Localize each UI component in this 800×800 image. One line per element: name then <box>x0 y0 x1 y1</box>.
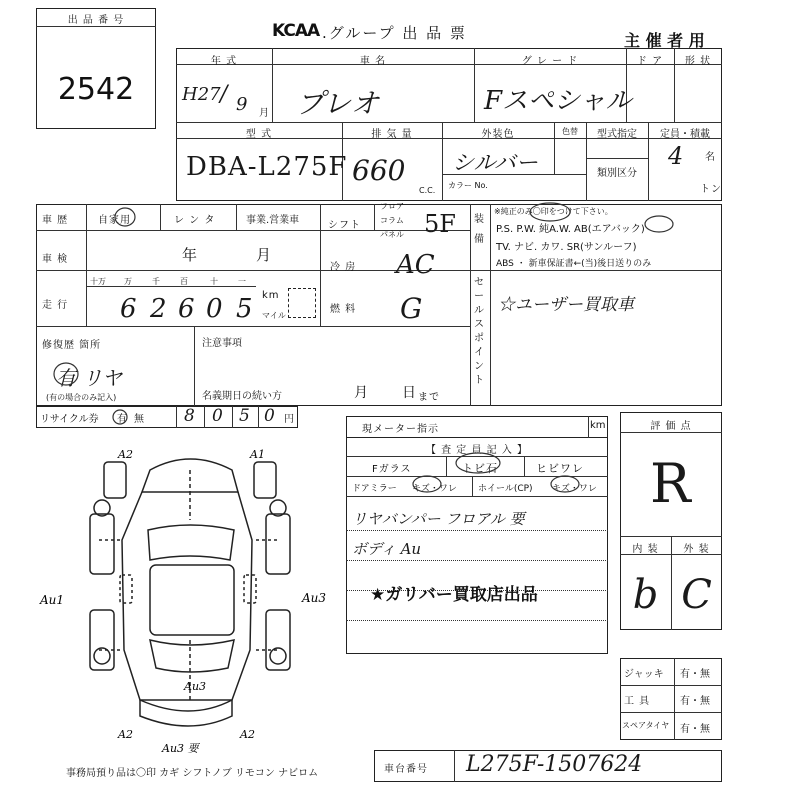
chassis-number: L275F-1507624 <box>466 752 643 777</box>
year-month-unit: 月 <box>259 108 270 119</box>
recycle-d2: 0 <box>212 406 223 426</box>
history-label: 車 歴 <box>42 215 69 226</box>
recycle-d3: 5 <box>239 406 250 426</box>
year-sep: / <box>220 82 228 107</box>
glass-chip: トビ石 <box>462 462 498 475</box>
mark-a1-top: A1 <box>250 448 265 461</box>
private-use: 自家用 <box>98 215 131 226</box>
mileage-label: 走 行 <box>42 300 69 311</box>
name-label: 車 名 <box>359 56 387 67</box>
equipment-label: 装 備 <box>474 214 485 245</box>
office-note: 事務局預り品は〇印 カギ シフトノブ リモコン ナビロム <box>66 768 319 779</box>
recycle-d1: 8 <box>184 406 195 426</box>
type-label: 型 式 <box>245 129 273 140</box>
rental-use: レ ン タ <box>174 215 216 226</box>
shift-panel: パネル <box>380 230 404 239</box>
km-unit: km <box>262 290 280 301</box>
mark-au1-left: Au1 <box>40 593 65 607</box>
shaken-label: 車 検 <box>42 254 69 265</box>
shaken-month: 月 <box>256 246 273 264</box>
color-change-label: 色替 <box>562 127 578 136</box>
ac-value: AC <box>396 250 435 280</box>
recycle-yen: 円 <box>284 414 295 425</box>
wheel-value: キズ・ワレ <box>552 484 597 494</box>
category-label: 類別区分 <box>597 168 637 179</box>
exterior-score: C <box>681 572 712 618</box>
digit-label-2: 千 <box>152 277 160 286</box>
deadline-month: 月 <box>354 385 369 401</box>
glass-crack: ヒビワレ <box>536 462 584 475</box>
deadline-until: まで <box>418 392 440 403</box>
mark-au3-right: Au3 <box>302 591 327 605</box>
fuel-label: 燃 料 <box>330 304 357 315</box>
mark-a2-top: A2 <box>118 448 133 461</box>
remark-2: ボディ Au <box>352 540 422 558</box>
remark-1: リヤバンパー フロアル 要 <box>352 510 525 528</box>
displacement: 660 <box>352 154 406 187</box>
equipment-note: ※純正のみ〇印をつけて下さい。 <box>494 207 613 216</box>
equipment-line2: TV. ナビ. カワ. SR(サンルーフ) <box>496 242 637 253</box>
shape-label: 形 状 <box>684 56 712 67</box>
shift-label: シフト <box>328 220 361 231</box>
brand-logo: KCAA <box>272 21 320 41</box>
glass-label: Fガラス <box>372 464 412 475</box>
car-grade: Fスペシャル <box>484 86 632 116</box>
cc-unit: C.C. <box>419 186 436 195</box>
lot-label: 出 品 番 号 <box>67 15 125 26</box>
recycle-none: 無 <box>134 414 145 425</box>
mark-au3-bottom: Au3 要 <box>162 742 199 755</box>
equipment-line3: ABS ・ 新車保証書←(当)後日送りのみ <box>496 259 652 269</box>
tool-spare-value: 有・無 <box>680 724 710 735</box>
recycle-has: 有 <box>117 414 128 425</box>
notes-label: 注意事項 <box>202 338 242 349</box>
ton-unit: トン <box>700 184 722 195</box>
mark-a2-bottom-left: A2 <box>118 728 133 741</box>
shift-value: 5F <box>424 210 456 238</box>
tool-jack-value: 有・無 <box>680 669 710 680</box>
recycle-d4: 0 <box>264 406 275 426</box>
year-label: 年 式 <box>210 56 238 67</box>
year-month: 9 <box>236 94 248 115</box>
digit-3: 6 <box>178 294 195 324</box>
type-spec-label: 型式指定 <box>597 129 637 140</box>
sales-point-value: ☆ユーザー買取車 <box>498 295 634 315</box>
tool-kit-value: 有・無 <box>680 696 710 707</box>
exterior-label: 外 装 <box>683 544 710 555</box>
digit-2: 2 <box>150 294 167 324</box>
capacity-label: 定員・積載 <box>660 129 710 140</box>
gulliver-stamp: ★ガリバー買取店出品 <box>370 585 538 605</box>
body-color: シルバー <box>452 151 538 176</box>
shaken-year: 年 <box>182 246 199 264</box>
shift-column: コラム <box>380 216 404 225</box>
interior-score: b <box>632 572 659 618</box>
deadline-label: 名義期日の続い方 <box>202 391 282 402</box>
sales-point-label: セールスポイント <box>474 277 485 386</box>
model-code: DBA-L275F <box>186 152 348 182</box>
digit-5: 5 <box>236 294 253 324</box>
recycle-label: リサイクル券 <box>40 414 99 425</box>
repair-value: 有 リヤ <box>56 366 122 390</box>
repair-note: (有の場合のみ記入) <box>46 393 117 402</box>
color-no-label: カラー No. <box>448 181 488 190</box>
meter-label: 現メーター指示 <box>362 424 439 435</box>
fuel-value: G <box>400 292 423 325</box>
mirror-label: ドアミラー <box>352 484 397 494</box>
business-use: 事業.営業車 <box>246 215 300 226</box>
disp-label: 排 気 量 <box>371 129 413 140</box>
color-label: 外装色 <box>481 129 515 140</box>
sheet-title: .グループ 出 品 票 <box>322 24 467 42</box>
tool-jack: ジャッキ <box>624 669 664 680</box>
capacity-unit: 名 <box>705 152 716 163</box>
digit-label-1: 万 <box>124 277 132 286</box>
mirror-value: キズ・ワレ <box>412 484 457 494</box>
meter-unit: km <box>590 420 606 431</box>
digit-1: 6 <box>120 294 137 324</box>
door-label: ド ア <box>636 56 664 67</box>
digit-label-0: 十万 <box>90 277 106 286</box>
digit-label-3: 百 <box>180 277 188 286</box>
deadline-day: 日 <box>402 385 417 401</box>
digit-4: 0 <box>206 294 223 324</box>
digit-label-4: 十 <box>210 277 218 286</box>
repair-label: 修復歴 箇所 <box>42 340 102 351</box>
interior-label: 内 装 <box>632 544 659 555</box>
wheel-label: ホイール(CP) <box>478 484 533 494</box>
usage-label: 主 催 者 用 <box>624 31 705 50</box>
score-value: R <box>650 452 691 515</box>
chassis-label: 車台番号 <box>384 764 428 775</box>
tool-spare: スペアタイヤ <box>622 721 670 730</box>
year-era: H27 <box>182 84 221 105</box>
lot-number: 2542 <box>57 72 135 107</box>
equipment-line1: P.S. P.W. 純A.W. AB(エアバック) <box>496 224 645 235</box>
car-name: プレオ <box>296 87 379 120</box>
shift-floor: フロア <box>380 202 404 211</box>
tool-kit: 工 具 <box>624 696 651 707</box>
mark-au3-center: Au3 <box>184 680 207 693</box>
grade-label: グ レ ー ド <box>521 56 579 67</box>
mark-a2-bottom-right: A2 <box>240 728 255 741</box>
digit-label-5: 一 <box>238 277 246 286</box>
ac-label: 冷 房 <box>330 262 357 273</box>
capacity-value: 4 <box>668 142 684 170</box>
inspector-title: 【 査 定 員 記 入 】 <box>425 445 529 456</box>
score-label: 評 価 点 <box>650 421 692 432</box>
mile-unit: マイル <box>262 311 286 320</box>
